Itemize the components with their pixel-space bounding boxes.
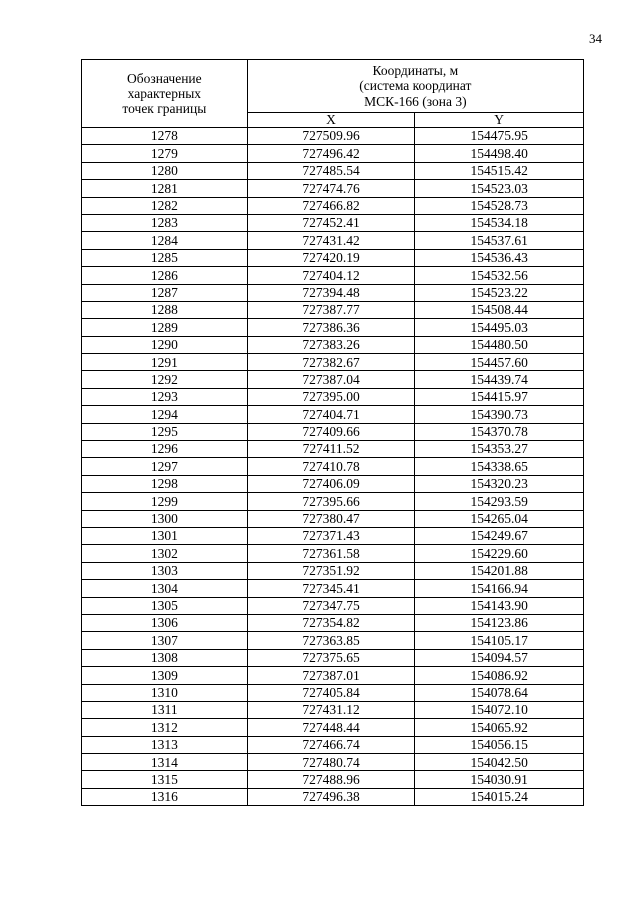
point-id-cell: 1308 [82,649,248,666]
x-coordinate-cell: 727474.76 [247,180,415,197]
point-id-cell: 1285 [82,249,248,266]
x-coordinate-cell: 727405.84 [247,684,415,701]
x-coordinate-cell: 727410.78 [247,458,415,475]
point-id-cell: 1296 [82,441,248,458]
table-row [82,614,584,631]
table-row [82,406,584,423]
point-id-cell: 1278 [82,128,248,145]
x-coordinate-cell: 727380.47 [247,510,415,527]
table-row [82,441,584,458]
y-coordinate-cell: 154532.56 [415,267,584,284]
header-point-line: характерных [127,85,202,101]
table-row [82,788,584,805]
x-coordinate-cell: 727387.01 [247,667,415,684]
x-coordinate-cell: 727404.12 [247,267,415,284]
x-coordinate-cell: 727347.75 [247,597,415,614]
y-coordinate-cell: 154439.74 [415,371,584,388]
point-id-cell: 1292 [82,371,248,388]
x-coordinate-cell: 727394.48 [247,284,415,301]
header-coords-line: Координаты, м [372,63,459,79]
point-id-cell: 1314 [82,754,248,771]
table-row [82,371,584,388]
point-id-cell: 1280 [82,162,248,179]
table-row [82,684,584,701]
y-coordinate-cell: 154370.78 [415,423,584,440]
header-coordinates [247,60,583,113]
point-id-cell: 1309 [82,667,248,684]
point-id-cell: 1310 [82,684,248,701]
table-row [82,197,584,214]
x-coordinate-cell: 727371.43 [247,527,415,544]
x-coordinate-cell: 727409.66 [247,423,415,440]
point-id-cell: 1289 [82,319,248,336]
y-coordinate-cell: 154390.73 [415,406,584,423]
table-row [82,145,584,162]
y-coordinate-cell: 154143.90 [415,597,584,614]
point-id-cell: 1295 [82,423,248,440]
point-id-cell: 1279 [82,145,248,162]
y-coordinate-cell: 154056.15 [415,736,584,753]
x-coordinate-cell: 727382.67 [247,354,415,371]
point-id-cell: 1312 [82,719,248,736]
point-id-cell: 1286 [82,267,248,284]
table-row [82,649,584,666]
point-id-cell: 1301 [82,527,248,544]
y-coordinate-cell: 154105.17 [415,632,584,649]
x-coordinate-cell: 727387.04 [247,371,415,388]
table-row [82,580,584,597]
point-id-cell: 1290 [82,336,248,353]
x-coordinate-cell: 727383.26 [247,336,415,353]
table-row [82,458,584,475]
table-row [82,388,584,405]
table-header [82,60,584,128]
x-coordinate-cell: 727354.82 [247,614,415,631]
y-coordinate-cell: 154293.59 [415,493,584,510]
x-coordinate-cell: 727406.09 [247,475,415,492]
y-coordinate-cell: 154457.60 [415,354,584,371]
point-id-cell: 1283 [82,214,248,231]
point-id-cell: 1291 [82,354,248,371]
x-coordinate-cell: 727351.92 [247,562,415,579]
x-coordinate-cell: 727431.42 [247,232,415,249]
table-body [82,128,584,806]
y-coordinate-cell: 154229.60 [415,545,584,562]
table-row [82,493,584,510]
y-coordinate-cell: 154065.92 [415,719,584,736]
y-coordinate-cell: 154201.88 [415,562,584,579]
table-row [82,267,584,284]
y-coordinate-cell: 154528.73 [415,197,584,214]
table-row [82,301,584,318]
x-coordinate-cell: 727466.74 [247,736,415,753]
x-coordinate-cell: 727485.54 [247,162,415,179]
header-point-designation [82,60,248,128]
y-coordinate-cell: 154495.03 [415,319,584,336]
point-id-cell: 1281 [82,180,248,197]
x-coordinate-cell: 727411.52 [247,441,415,458]
point-id-cell: 1311 [82,701,248,718]
x-coordinate-cell: 727509.96 [247,128,415,145]
y-coordinate-cell: 154353.27 [415,441,584,458]
y-coordinate-cell: 154265.04 [415,510,584,527]
table-row [82,180,584,197]
point-id-cell: 1304 [82,580,248,597]
y-coordinate-cell: 154249.67 [415,527,584,544]
y-coordinate-cell: 154480.50 [415,336,584,353]
y-coordinate-cell: 154536.43 [415,249,584,266]
point-id-cell: 1293 [82,388,248,405]
point-id-cell: 1300 [82,510,248,527]
y-coordinate-cell: 154338.65 [415,458,584,475]
y-coordinate-cell: 154015.24 [415,788,584,805]
x-coordinate-cell: 727386.36 [247,319,415,336]
x-coordinate-cell: 727448.44 [247,719,415,736]
point-id-cell: 1287 [82,284,248,301]
x-coordinate-cell: 727361.58 [247,545,415,562]
y-coordinate-cell: 154498.40 [415,145,584,162]
y-coordinate-cell: 154042.50 [415,754,584,771]
x-coordinate-cell: 727345.41 [247,580,415,597]
y-coordinate-cell: 154475.95 [415,128,584,145]
point-id-cell: 1303 [82,562,248,579]
header-coords-line: МСК-166 (зона 3) [364,93,467,109]
table-row [82,510,584,527]
y-coordinate-cell: 154537.61 [415,232,584,249]
table-row [82,771,584,788]
table-row [82,632,584,649]
y-coordinate-cell: 154072.10 [415,701,584,718]
table-row [82,319,584,336]
y-coordinate-cell: 154123.86 [415,614,584,631]
point-id-cell: 1294 [82,406,248,423]
x-coordinate-cell: 727452.41 [247,214,415,231]
table-row [82,249,584,266]
x-coordinate-cell: 727488.96 [247,771,415,788]
y-coordinate-cell: 154415.97 [415,388,584,405]
table-row [82,214,584,231]
table-row [82,719,584,736]
point-id-cell: 1298 [82,475,248,492]
point-id-cell: 1307 [82,632,248,649]
table-row [82,527,584,544]
point-id-cell: 1315 [82,771,248,788]
y-coordinate-cell: 154166.94 [415,580,584,597]
x-coordinate-cell: 727496.38 [247,788,415,805]
table-row [82,597,584,614]
x-coordinate-cell: 727375.65 [247,649,415,666]
table-row [82,336,584,353]
point-id-cell: 1297 [82,458,248,475]
y-coordinate-cell: 154508.44 [415,301,584,318]
x-coordinate-cell: 727363.85 [247,632,415,649]
point-id-cell: 1305 [82,597,248,614]
x-coordinate-cell: 727466.82 [247,197,415,214]
y-coordinate-cell: 154534.18 [415,214,584,231]
y-coordinate-cell: 154086.92 [415,667,584,684]
y-coordinate-cell: 154320.23 [415,475,584,492]
table-row [82,667,584,684]
point-id-cell: 1302 [82,545,248,562]
point-id-cell: 1282 [82,197,248,214]
table-row [82,754,584,771]
table-row [82,701,584,718]
table-row [82,232,584,249]
table-row [82,562,584,579]
header-x: X [247,113,415,128]
table-row [82,475,584,492]
point-id-cell: 1284 [82,232,248,249]
table-row [82,545,584,562]
table-row [82,128,584,145]
x-coordinate-cell: 727404.71 [247,406,415,423]
table-row [82,162,584,179]
header-point-line: Обозначение [127,70,202,86]
table-row [82,423,584,440]
x-coordinate-cell: 727395.66 [247,493,415,510]
page-number: 34 [589,31,602,46]
point-id-cell: 1306 [82,614,248,631]
point-id-cell: 1316 [82,788,248,805]
header-coords-line: (система координат [359,78,472,94]
table-row [82,354,584,371]
x-coordinate-cell: 727387.77 [247,301,415,318]
x-coordinate-cell: 727480.74 [247,754,415,771]
point-id-cell: 1288 [82,301,248,318]
y-coordinate-cell: 154094.57 [415,649,584,666]
table-row [82,736,584,753]
y-coordinate-cell: 154030.91 [415,771,584,788]
point-id-cell: 1299 [82,493,248,510]
x-coordinate-cell: 727496.42 [247,145,415,162]
y-coordinate-cell: 154515.42 [415,162,584,179]
x-coordinate-cell: 727420.19 [247,249,415,266]
x-coordinate-cell: 727395.00 [247,388,415,405]
table-row [82,284,584,301]
coordinates-table [81,59,584,806]
x-coordinate-cell: 727431.12 [247,701,415,718]
header-point-line: точек границы [122,101,207,117]
header-y: Y [415,113,584,128]
y-coordinate-cell: 154523.22 [415,284,584,301]
point-id-cell: 1313 [82,736,248,753]
y-coordinate-cell: 154523.03 [415,180,584,197]
y-coordinate-cell: 154078.64 [415,684,584,701]
